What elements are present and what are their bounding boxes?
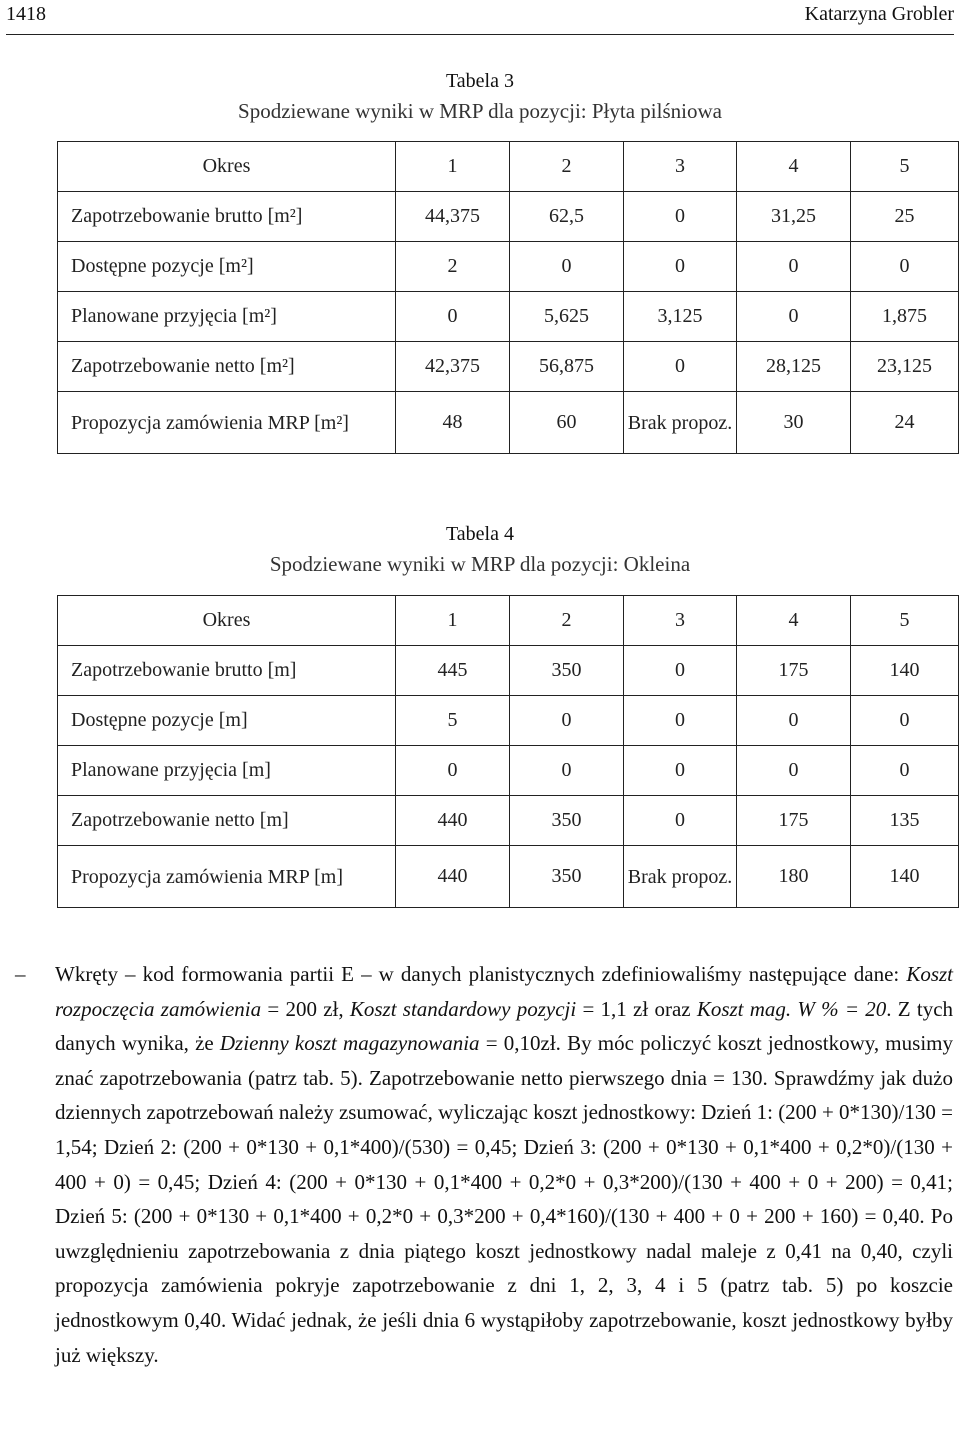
cell-value: 25 xyxy=(894,205,915,227)
value-cell xyxy=(624,242,737,292)
italic-term: Koszt mag. W % = 20 xyxy=(696,996,887,1021)
value-cell xyxy=(396,696,510,746)
value-cell xyxy=(510,796,624,846)
value-cell xyxy=(851,696,959,746)
value-cell xyxy=(624,796,737,846)
cell-value: 31,25 xyxy=(771,205,816,227)
value-cell xyxy=(851,292,959,342)
cell-value: Brak propoz. xyxy=(627,411,733,434)
cell-value: 0 xyxy=(899,255,910,277)
cell-value: 0 xyxy=(675,659,685,681)
value-cell xyxy=(510,292,624,342)
cell-value: 60 xyxy=(556,411,577,433)
value-cell xyxy=(737,796,851,846)
value-cell xyxy=(851,846,959,908)
cell-value: 48 xyxy=(442,411,463,433)
cell-value: 0 xyxy=(675,355,685,377)
row-label-cell: Planowane przyjęcia [m] xyxy=(58,746,396,796)
row-label-cell: Propozycja zamówienia MRP [m²] xyxy=(58,392,396,454)
table3-number: Tabela 3 xyxy=(445,70,514,92)
table-row xyxy=(58,846,959,908)
value-cell xyxy=(510,392,624,454)
value-cell xyxy=(624,646,737,696)
value-cell xyxy=(851,192,959,242)
value-cell xyxy=(396,846,510,908)
table-row xyxy=(58,796,959,846)
row-label-cell: Zapotrzebowanie netto [m²] xyxy=(58,342,396,392)
text-run: = 0,10zł. By móc policzyć koszt jednostkowy, musimy znać zapotrzebowania (patrz tab. 5). Zapotrzebowanie netto pierwszego dnia = 130. Sprawdźmy jak dużo dziennych zapotrzebowań należy zsumować, wyliczając koszt jednostkowy: Dzień 1: (200 + 0*130)/130 = 1,54; Dzień 2: (200 + 0*130 + 0,1*400)/(530) = 0,45; Dzień 3: (200 + 0*130 + 0,1*400 + 0,2*0)/(130 + 400 + 0) = 0,45; Dzień 4: (200 + 0*130 + 0,1*400 + 0,2*0 + 0,3*200)/(130 + 400 + 0 + 200) = 0,41; Dzień 5: (200 + 0*130 + 0,1*400 + 0,2*0 + 0,3*200 + 0,4*160)/(130 + 400 + 0 + 200 + 160) = 0,40. Po uwzględnieniu zapotrzebowania z dnia piątego koszt jednostkowy nadal maleje z 0,41 na 0,40, czyli propozycja zamówienia pokryje zapotrzebowanie z dni 1, 2, 3, 4 i 5 (patrz tab. 5) po koszcie jednostkowym 0,40. Widać jednak, że jeśli dnia 6 wystąpiłoby zapotrzebowanie, koszt jednostkowy byłby już większy. xyxy=(55,1031,953,1367)
italic-term: Koszt rozpoczęcia zamówienia xyxy=(55,962,953,1021)
value-cell xyxy=(396,796,510,846)
cell-value: 28,125 xyxy=(766,355,821,377)
cell-value: 42,375 xyxy=(425,355,480,377)
cell-value: 1,875 xyxy=(882,305,927,327)
row-label-cell: Zapotrzebowanie brutto [m] xyxy=(58,646,396,696)
text-run: = 1,1 zł oraz xyxy=(576,996,697,1021)
value-cell xyxy=(851,242,959,292)
value-cell xyxy=(624,846,737,908)
value-cell xyxy=(510,342,624,392)
cell-value: 56,875 xyxy=(539,355,594,377)
period-header-cell: 2 xyxy=(510,596,624,646)
cell-value: 0 xyxy=(561,255,572,277)
period-header-cell: 5 xyxy=(851,142,959,192)
italic-term: Koszt standardowy pozycji xyxy=(349,996,577,1021)
cell-value: Brak propoz. xyxy=(627,865,733,888)
table-row xyxy=(58,696,959,746)
cell-value: 175 xyxy=(778,659,809,681)
cell-value: 0 xyxy=(788,305,799,327)
value-cell xyxy=(396,342,510,392)
table4 xyxy=(57,595,959,908)
text-run: . Z tych danych wynika, że xyxy=(55,996,954,1056)
value-cell xyxy=(737,192,851,242)
period-header-cell: 4 xyxy=(737,596,851,646)
cell-value: 30 xyxy=(783,411,804,433)
cell-value: 350 xyxy=(551,809,582,831)
table3-caption xyxy=(0,66,960,126)
value-cell xyxy=(851,392,959,454)
cell-value: 440 xyxy=(437,865,468,887)
cell-value: 0 xyxy=(675,759,685,781)
period-header-cell: 3 xyxy=(624,142,737,192)
value-cell xyxy=(851,746,959,796)
cell-value: 0 xyxy=(899,759,910,781)
cell-value: 350 xyxy=(551,865,582,887)
cell-value: 135 xyxy=(889,809,920,831)
table-row xyxy=(58,342,959,392)
cell-value: 24 xyxy=(894,411,915,433)
cell-value: 0 xyxy=(788,255,799,277)
value-cell xyxy=(851,646,959,696)
cell-value: 0 xyxy=(675,709,685,731)
period-header-cell: 1 xyxy=(396,142,510,192)
table3-title: Spodziewane wyniki w MRP dla pozycji: Płyta pilśniowa xyxy=(238,99,722,123)
cell-value: 180 xyxy=(778,865,809,887)
cell-value: 5 xyxy=(447,709,458,731)
cell-value: 0 xyxy=(899,709,910,731)
value-cell xyxy=(396,242,510,292)
text-run: Wkręty – kod formowania partii E – w danych planistycznych zdefiniowaliśmy następujące dane: xyxy=(55,962,907,986)
value-cell xyxy=(624,342,737,392)
value-cell xyxy=(737,342,851,392)
cell-value: 440 xyxy=(437,809,468,831)
value-cell xyxy=(510,646,624,696)
header-cell: Okres xyxy=(58,596,396,646)
table4-caption xyxy=(0,519,960,579)
table4-number: Tabela 4 xyxy=(445,523,514,545)
value-cell xyxy=(737,646,851,696)
value-cell xyxy=(624,696,737,746)
value-cell xyxy=(396,192,510,242)
cell-value: 0 xyxy=(788,759,799,781)
cell-value: 0 xyxy=(675,255,685,277)
cell-value: 0 xyxy=(561,759,572,781)
value-cell xyxy=(737,696,851,746)
value-cell xyxy=(510,846,624,908)
value-cell xyxy=(851,342,959,392)
table-row xyxy=(58,392,959,454)
value-cell xyxy=(737,392,851,454)
period-header-cell: 1 xyxy=(396,596,510,646)
table-row xyxy=(58,192,959,242)
table-row xyxy=(58,746,959,796)
table-header-row xyxy=(58,142,959,192)
cell-value: 23,125 xyxy=(877,355,932,377)
cell-value: 350 xyxy=(551,659,582,681)
period-header-cell: 2 xyxy=(510,142,624,192)
value-cell xyxy=(396,392,510,454)
table4-title: Spodziewane wyniki w MRP dla pozycji: Okleina xyxy=(269,552,691,576)
value-cell xyxy=(624,746,737,796)
cell-value: 0 xyxy=(788,709,799,731)
cell-value: 2 xyxy=(447,255,458,277)
cell-value: 175 xyxy=(778,809,809,831)
value-cell xyxy=(624,292,737,342)
page-number: 1418 xyxy=(6,3,46,25)
row-label-cell: Dostępne pozycje [m²] xyxy=(58,242,396,292)
value-cell xyxy=(510,746,624,796)
period-header-cell: 5 xyxy=(851,596,959,646)
cell-value: 0 xyxy=(447,305,458,327)
period-header-cell: 3 xyxy=(624,596,737,646)
cell-value: 62,5 xyxy=(549,205,584,227)
table3 xyxy=(57,141,959,454)
header-cell: Okres xyxy=(58,142,396,192)
running-head-author: Katarzyna Grobler xyxy=(804,3,954,25)
cell-value: 0 xyxy=(561,709,572,731)
table-row xyxy=(58,242,959,292)
cell-value: 0 xyxy=(675,205,685,227)
cell-value: 445 xyxy=(437,659,468,681)
cell-value: 140 xyxy=(889,865,920,887)
value-cell xyxy=(624,192,737,242)
value-cell xyxy=(396,646,510,696)
value-cell xyxy=(396,292,510,342)
value-cell xyxy=(851,796,959,846)
row-label-cell: Propozycja zamówienia MRP [m] xyxy=(58,846,396,908)
table-row xyxy=(58,292,959,342)
page-header xyxy=(6,0,954,35)
row-label-cell: Planowane przyjęcia [m²] xyxy=(58,292,396,342)
value-cell xyxy=(737,292,851,342)
value-cell xyxy=(737,746,851,796)
value-cell xyxy=(510,192,624,242)
value-cell xyxy=(737,846,851,908)
table-header-row xyxy=(58,596,959,646)
row-label-cell: Zapotrzebowanie brutto [m²] xyxy=(58,192,396,242)
row-label-cell: Zapotrzebowanie netto [m] xyxy=(58,796,396,846)
italic-term: Dzienny koszt magazynowania xyxy=(219,1031,480,1056)
list-dash: – xyxy=(15,962,26,986)
text-run: = 200 zł, xyxy=(261,996,350,1021)
body-paragraph xyxy=(15,957,954,1372)
cell-value: 44,375 xyxy=(425,205,480,227)
cell-value: 140 xyxy=(889,659,920,681)
value-cell xyxy=(510,242,624,292)
value-cell xyxy=(737,242,851,292)
cell-value: 0 xyxy=(675,809,685,831)
value-cell xyxy=(510,696,624,746)
value-cell xyxy=(624,392,737,454)
period-header-cell: 4 xyxy=(737,142,851,192)
cell-value: 0 xyxy=(447,759,458,781)
cell-value: 5,625 xyxy=(544,305,589,327)
value-cell xyxy=(396,746,510,796)
cell-value: 3,125 xyxy=(657,305,703,327)
table-row xyxy=(58,646,959,696)
row-label-cell: Dostępne pozycje [m] xyxy=(58,696,396,746)
